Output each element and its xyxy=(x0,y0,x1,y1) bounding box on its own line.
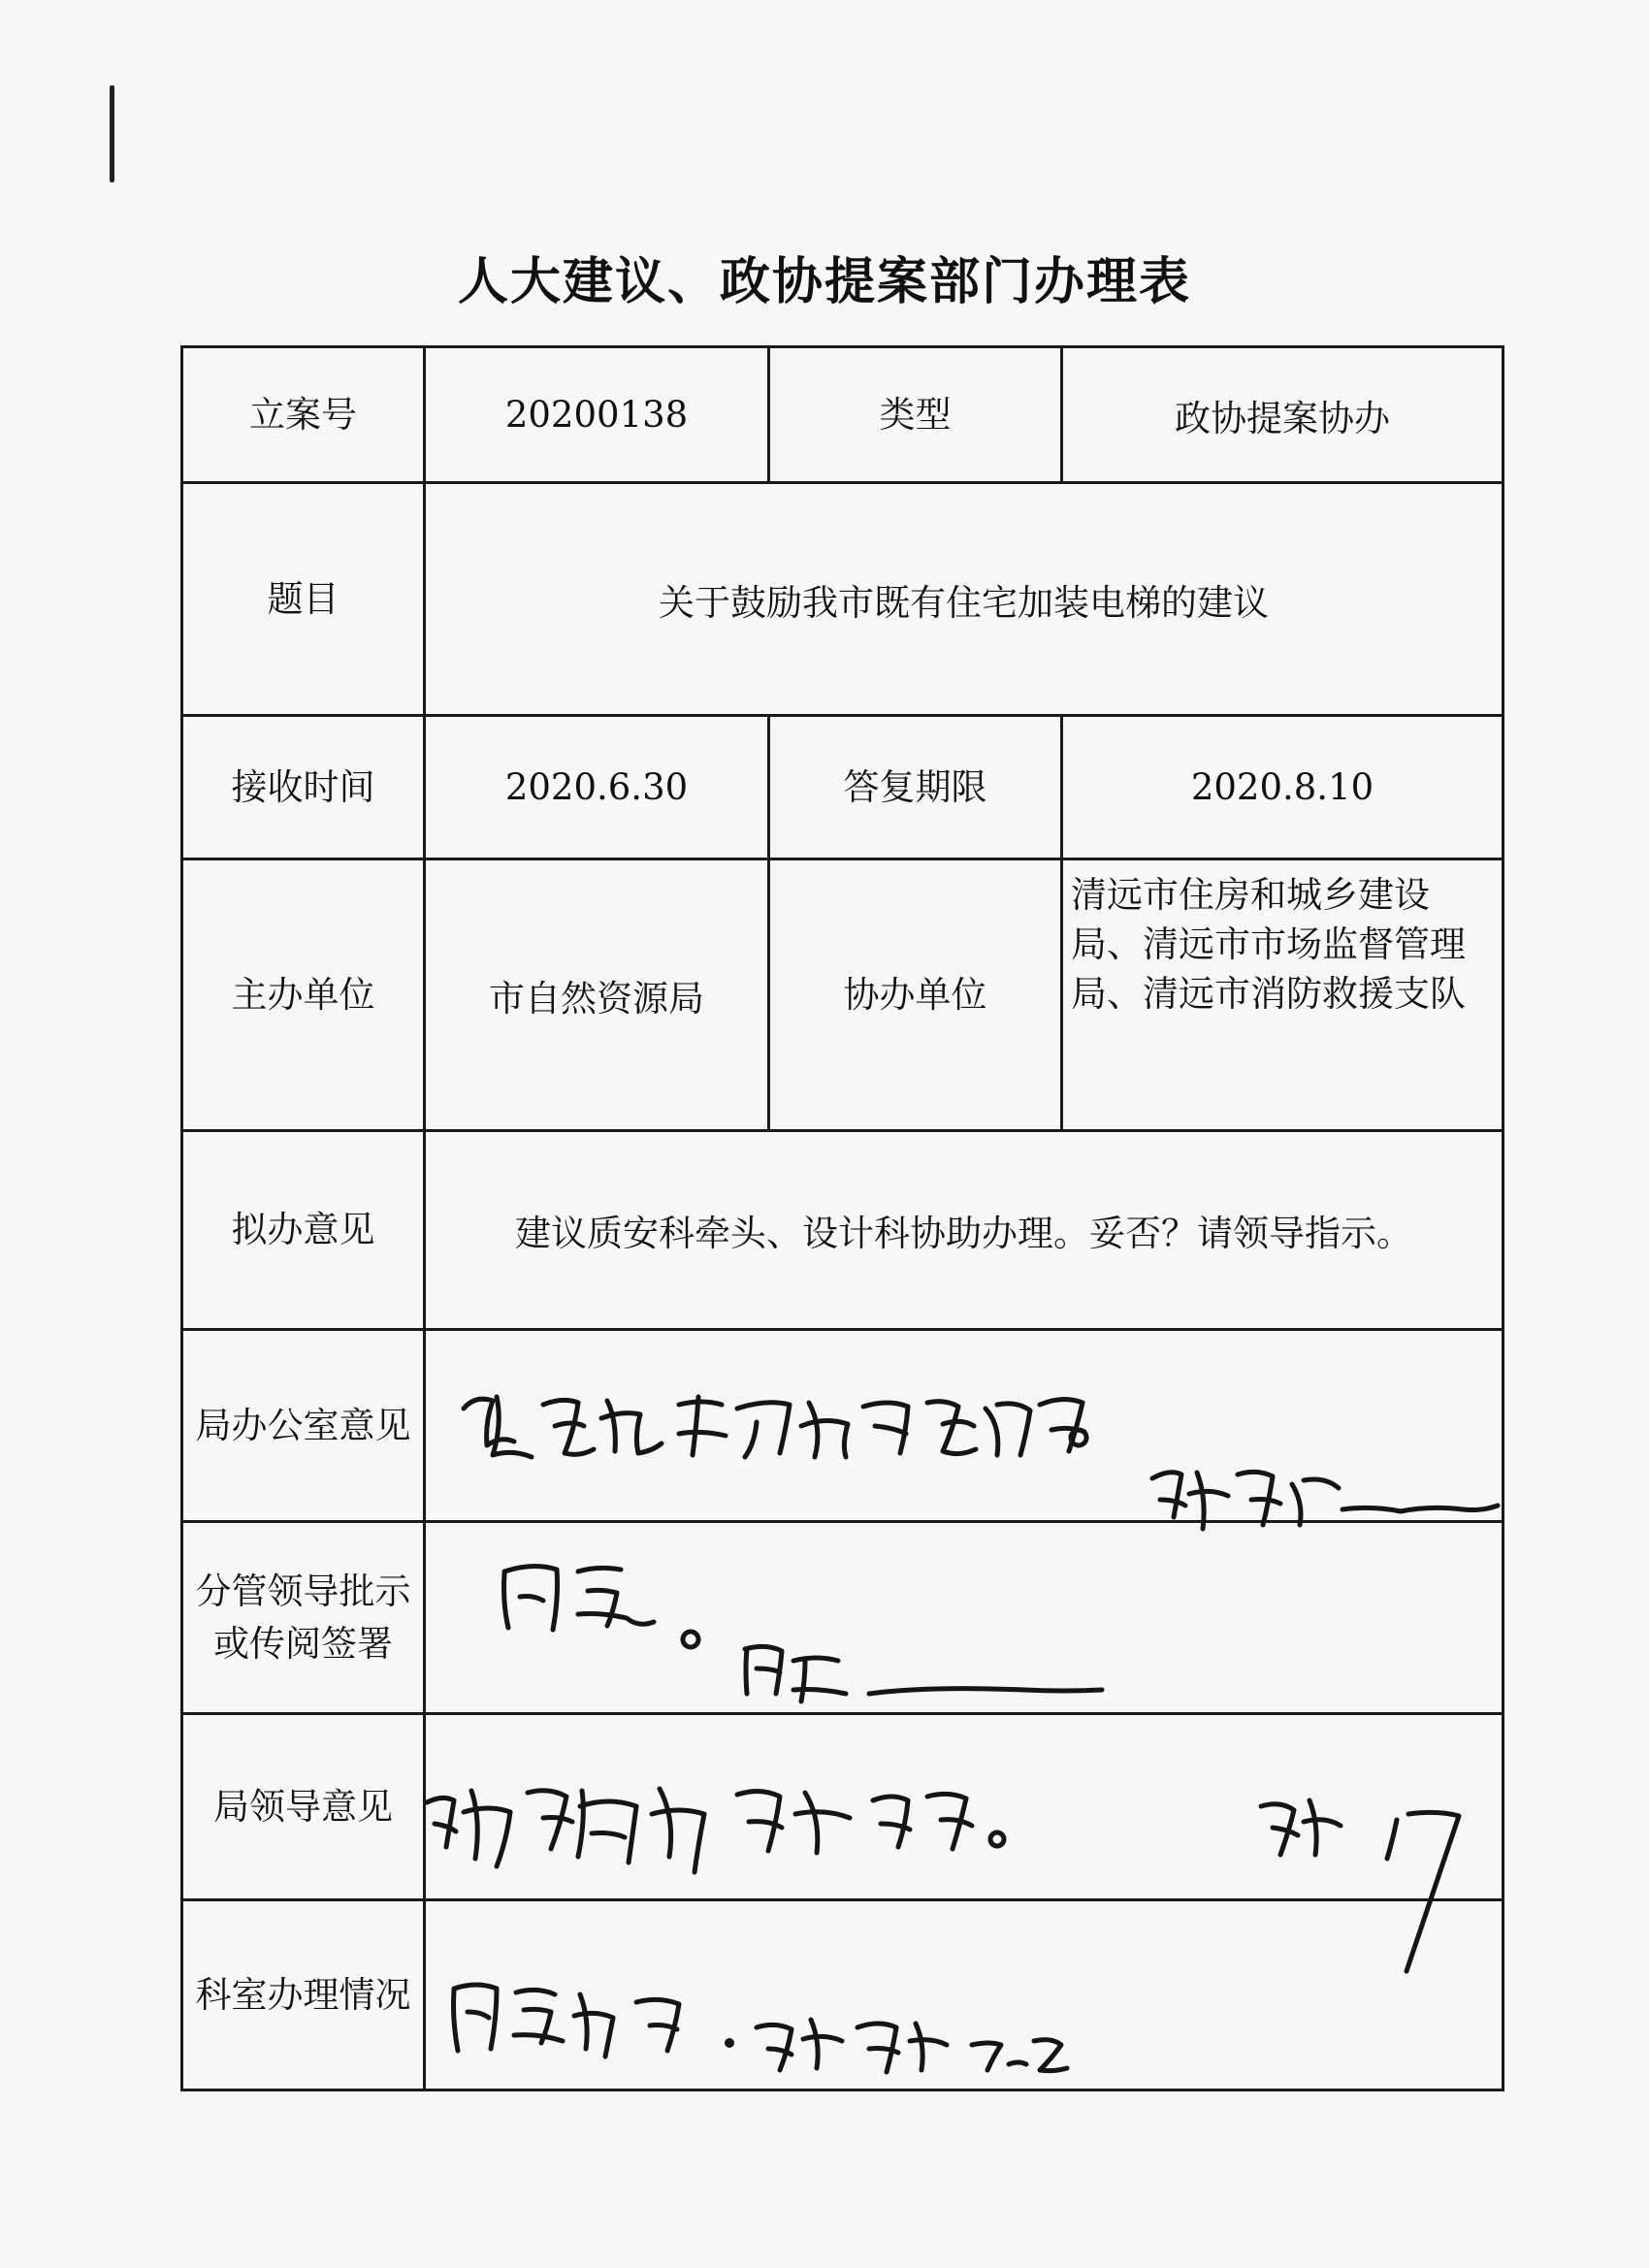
case-no-label: 立案号 xyxy=(182,347,425,483)
row-office-opinion xyxy=(182,1330,1504,1522)
deputy-label-line1: 分管领导批示 xyxy=(195,1570,411,1612)
deputy-label xyxy=(182,1522,425,1714)
section-status-cell xyxy=(425,1900,1504,2090)
co-unit-label: 协办单位 xyxy=(769,859,1062,1131)
deadline-label: 答复期限 xyxy=(769,716,1062,859)
deadline-value: 2020.8.10 xyxy=(1062,716,1504,859)
row-director-opinion xyxy=(182,1714,1504,1900)
scan-margin-mark xyxy=(110,85,114,182)
co-unit-value: 清远市住房和城乡建设局、清远市市场监督管理局、清远市消防救援支队 xyxy=(1062,859,1504,1131)
received-value: 2020.6.30 xyxy=(425,716,769,859)
office-opinion-cell xyxy=(425,1330,1504,1522)
office-opinion-label: 局办公室意见 xyxy=(182,1330,425,1522)
director-opinion-cell xyxy=(425,1714,1504,1900)
proposal-value: 建议质安科牵头、设计科协助办理。妥否？请领导指示。 xyxy=(425,1131,1504,1330)
lead-unit-value: 市自然资源局 xyxy=(425,859,769,1131)
row-subject xyxy=(182,483,1504,716)
deputy-label-line2: 或传阅签署 xyxy=(213,1622,393,1665)
lead-unit-label: 主办单位 xyxy=(182,859,425,1131)
row-proposal xyxy=(182,1131,1504,1330)
deputy-opinion-cell xyxy=(425,1522,1504,1714)
type-label: 类型 xyxy=(769,347,1062,483)
row-section-status xyxy=(182,1900,1504,2090)
row-deputy-opinion xyxy=(182,1522,1504,1714)
case-no-value: 20200138 xyxy=(425,347,769,483)
section-label: 科室办理情况 xyxy=(182,1900,425,2090)
subject-label: 题目 xyxy=(182,483,425,716)
director-label: 局领导意见 xyxy=(182,1714,425,1900)
subject-value: 关于鼓励我市既有住宅加装电梯的建议 xyxy=(425,483,1504,716)
row-case-no xyxy=(182,347,1504,483)
type-value: 政协提案协办 xyxy=(1062,347,1504,483)
proposal-label: 拟办意见 xyxy=(182,1131,425,1330)
form-title: 人大建议、政协提案部门办理表 xyxy=(457,252,1191,311)
received-label: 接收时间 xyxy=(182,716,425,859)
proposal-handling-form xyxy=(180,345,1504,2091)
row-dates xyxy=(182,716,1504,859)
row-units xyxy=(182,859,1504,1131)
